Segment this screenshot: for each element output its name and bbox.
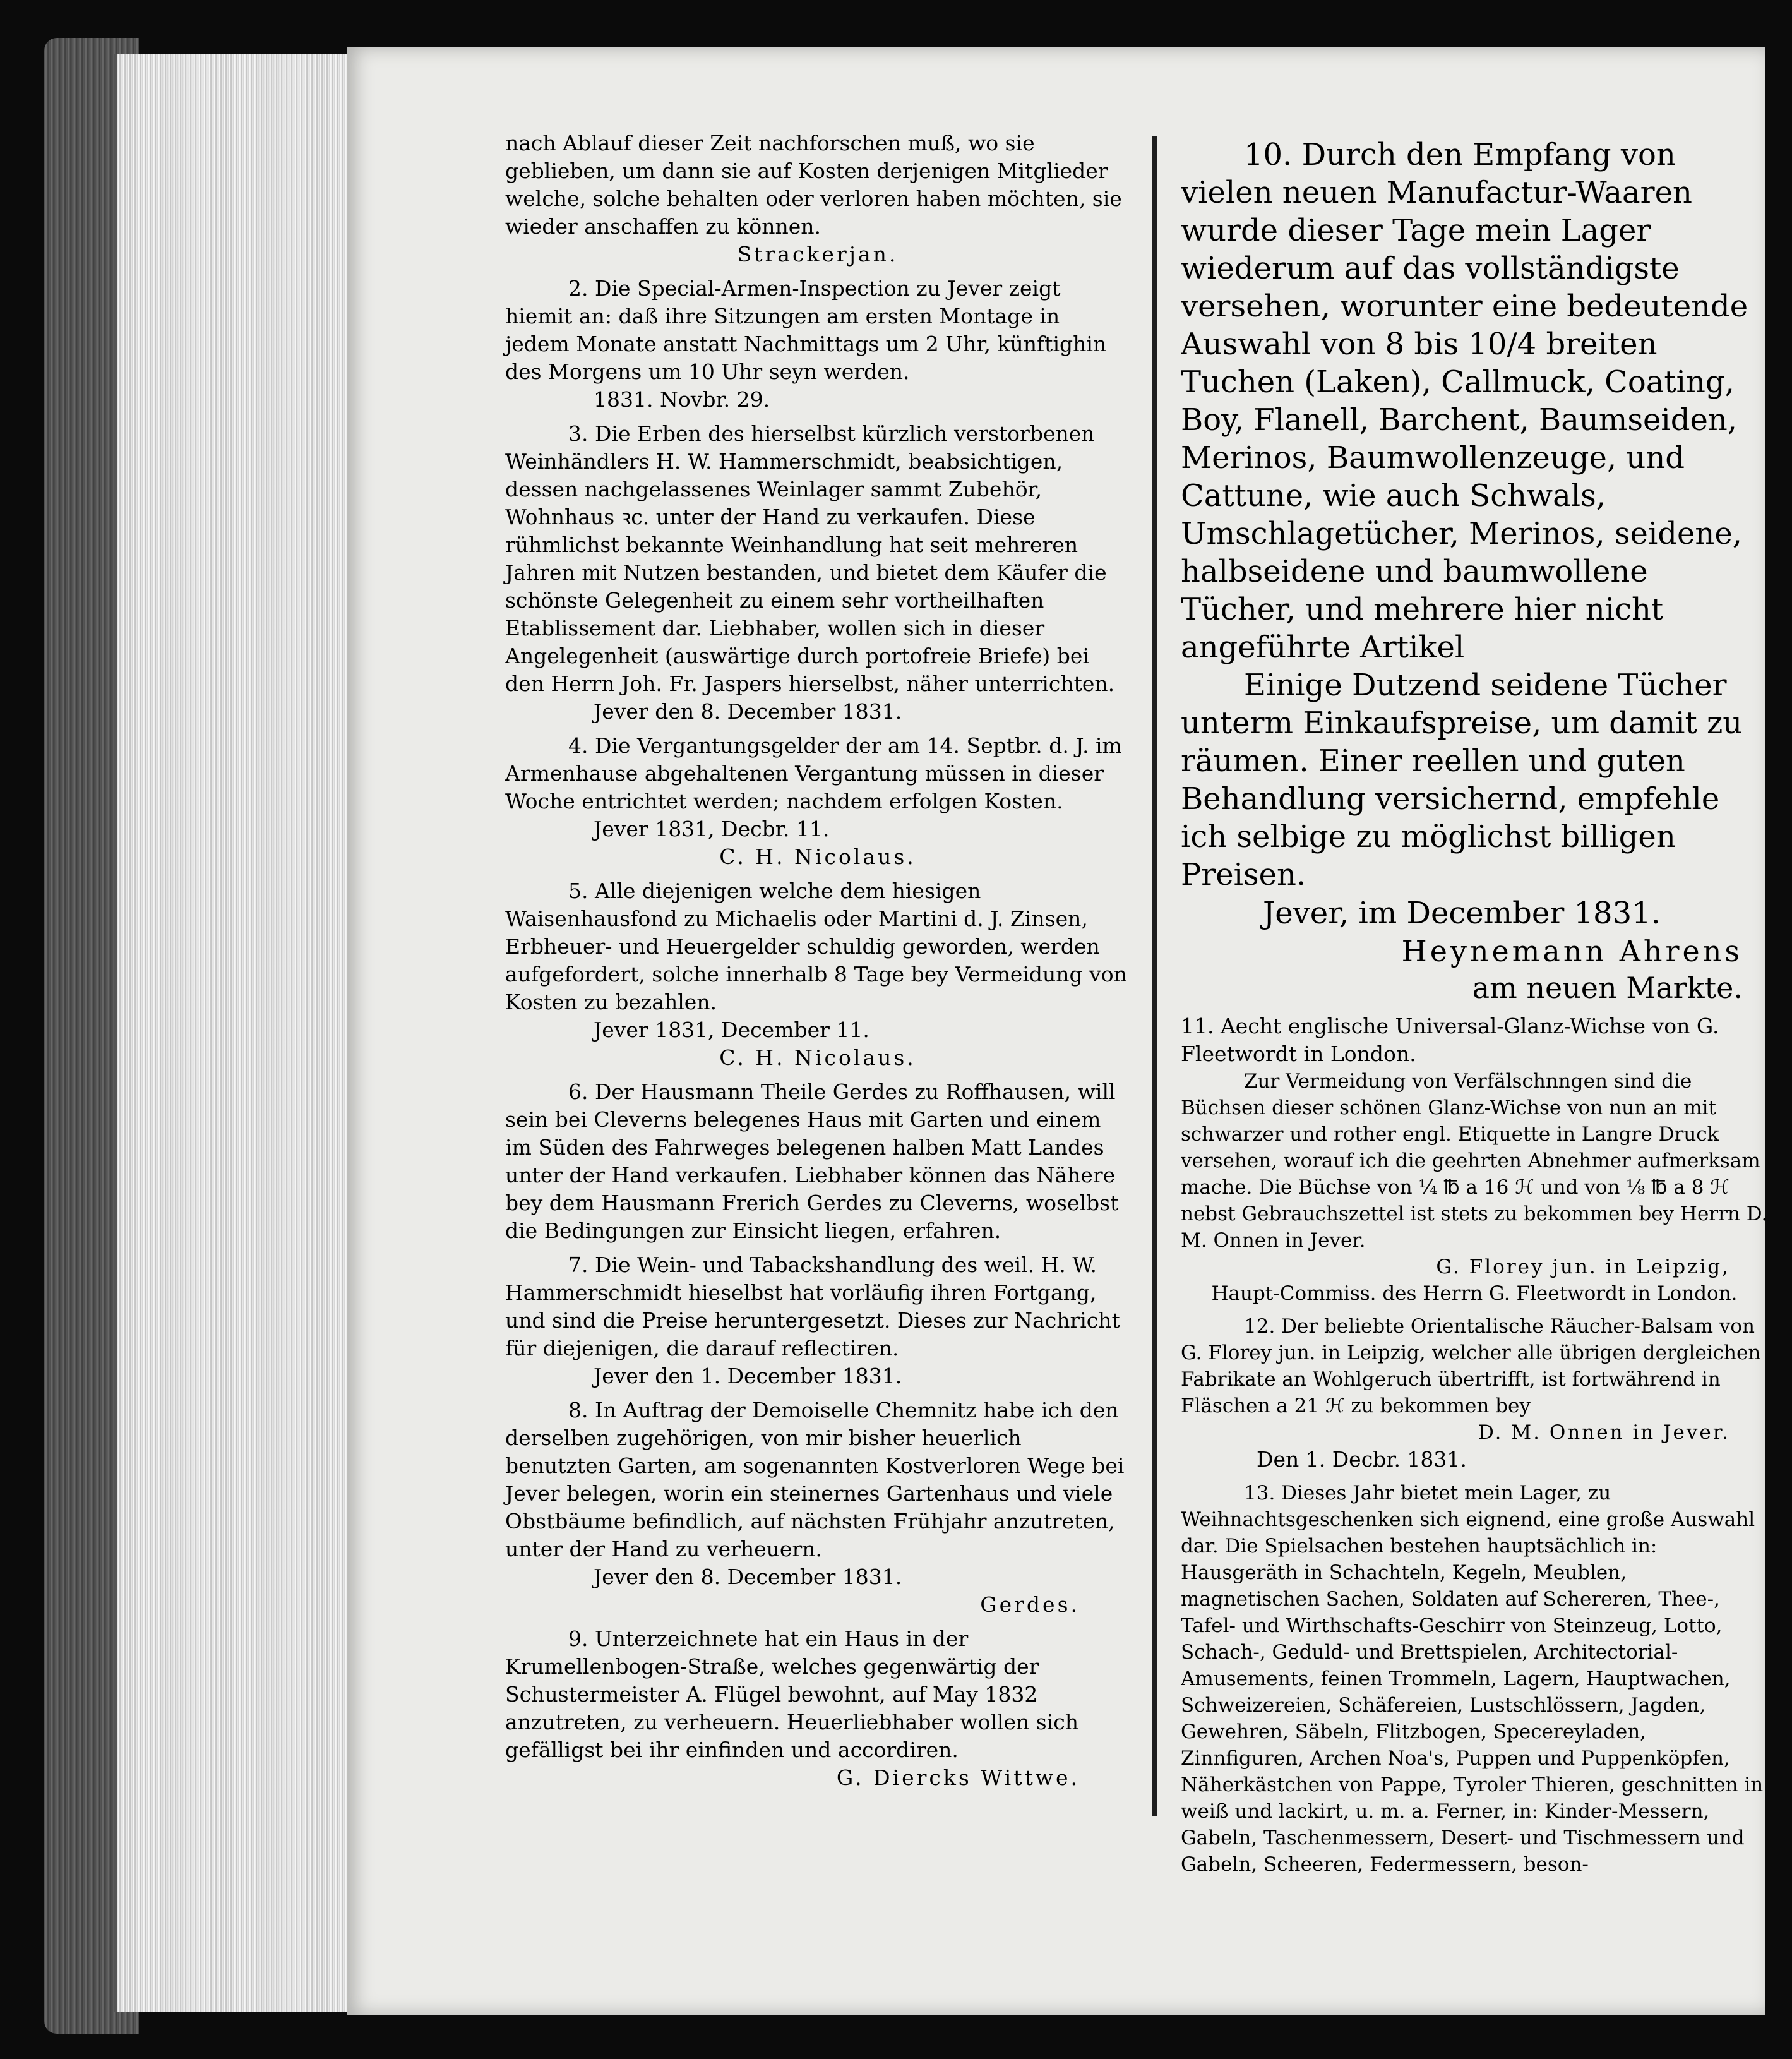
- entry-9-text: 9. Unterzeichnete hat ein Haus in der Krumellenbogen-Straße, welches gegenwärtig der Schustermeister A. Flügel bewohnt, auf May 1832 anzutreten, zu verheuern. Heuerliebhaber wollen sich gefälligst bei ihr einfinden und accordiren.: [505, 1626, 1078, 1762]
- entry-1: [505, 129, 1130, 268]
- entry-10-signature: Heynemann Ahrens: [1401, 934, 1743, 968]
- entry-2-date: 1831. Novbr. 29.: [594, 387, 770, 412]
- entry-5-date: Jever 1831, December 11.: [594, 1017, 869, 1042]
- entry-4: [505, 732, 1130, 871]
- entry-8: [505, 1396, 1130, 1619]
- entry-9: [505, 1625, 1130, 1792]
- entry-11: [1181, 1012, 1768, 1307]
- entry-7: [505, 1251, 1130, 1390]
- entry-10-text: 10. Durch den Empfang von vielen neuen Manufactur-Waaren wurde dieser Tage mein Lager wiederum auf das vollständigste versehen, worunter eine bedeutende Auswahl von 8 bis 10/4 breiten Tuchen (Laken), Callmuck, Coating, Boy, Flanell, Barchent, Baumseiden, Merinos, Baumwollenzeuge, und Cattune, wie auch Schwals, Umschlagetücher, Merinos, seidene, halbseidene und baumwollene Tücher, und mehrere hier nicht angeführte Artikel: [1181, 137, 1748, 665]
- entry-5-text: 5. Alle diejenigen welche dem hiesigen Waisenhausfond zu Michaelis oder Martini d. J. Zinsen, Erbheuer- und Heuergelder schuldig geworden, werden aufgefordert, solche innerhalb 8 Tage bey Vermeidung von Kosten zu bezahlen.: [505, 879, 1127, 1014]
- entry-13-text: 13. Dieses Jahr bietet mein Lager, zu Weihnachtsgeschenken sich eignend, eine große Auswahl dar. Die Spielsachen bestehen hauptsächlich in: Hausgeräth in Schachteln, Kegeln, Meublen, magnetischen Sachen, Soldaten auf Schereren, Thee-, Tafel- und Wirthschafts-Geschirr von Steinzeug, Lotto, Schach-, Geduld- und Brettspielen, Architectorial-Amusements, feinen Trommeln, Lagern, Hauptwachen, Schweizereien, Schäfereien, Lustschlössern, Jagden, Gewehren, Säbeln, Flitzbogen, Specereyladen, Zinnfiguren, Archen Noa's, Puppen und Puppenköpfen, Näherkästchen von Pappe, Tyroler Thieren, geschnitten in weiß und lackirt, u. m. a. Ferner, in: Kinder-Messern, Gabeln, Taschenmessern, Desert- und Tischmessern und Gabeln, Scheeren, Federmessern, beson-: [1181, 1482, 1764, 1876]
- entry-11-title: 11. Aecht englische Universal-Glanz-Wichse von G. Fleetwordt in London.: [1181, 1014, 1719, 1066]
- entry-4-signature: C. H. Nicolaus.: [719, 844, 916, 869]
- entry-3: [505, 420, 1130, 726]
- entry-12-text: 12. Der beliebte Orientalische Räucher-Balsam von G. Florey jun. in Leipzig, welcher alle übrigen dergleichen Fabrikate an Wohlgeruch übertrifft, ist fortwährend in Fläschen a 21 ℋ zu bekommen bey: [1181, 1315, 1761, 1417]
- page-edges: [114, 54, 351, 2012]
- entry-8-signature: Gerdes.: [980, 1592, 1080, 1617]
- entry-5-signature: C. H. Nicolaus.: [719, 1045, 916, 1070]
- entry-5: [505, 877, 1130, 1072]
- entry-8-date: Jever den 8. December 1831.: [594, 1564, 902, 1589]
- entry-10-text-2: Einige Dutzend seidene Tücher unterm Einkaufspreise, um damit zu räumen. Einer reellen und guten Behandlung versichernd, empfehle ich selbige zu möglichst billigen Preisen.: [1181, 668, 1743, 892]
- entry-11-signature-2: Haupt-Commiss. des Herrn G. Fleetwordt in London.: [1211, 1282, 1738, 1305]
- entry-4-date: Jever 1831, Decbr. 11.: [594, 817, 830, 841]
- entry-12-signature: D. M. Onnen in Jever.: [1478, 1421, 1730, 1444]
- right-column: [1181, 136, 1768, 1884]
- entry-10: [1181, 136, 1768, 1006]
- left-column: [505, 129, 1130, 1798]
- entry-9-signature: G. Diercks Wittwe.: [836, 1765, 1080, 1790]
- entry-7-text: 7. Die Wein- und Tabackshandlung des weil. H. W. Hammerschmidt hieselbst hat vorläufig ihren Fortgang, und sind die Preise heruntergesetzt. Dieses zur Nachricht für diejenigen, die darauf reflectiren.: [505, 1252, 1120, 1360]
- entry-3-text: 3. Die Erben des hierselbst kürzlich verstorbenen Weinhändlers H. W. Hammerschmidt, beabsichtigen, dessen nachgelassenes Weinlager sammt Zubehör, Wohnhaus ꝛc. unter der Hand zu verkaufen. Diese rühmlichst bekannte Weinhandlung hat seit mehreren Jahren mit Nutzen bestanden, und bietet dem Käufer die schönste Gelegenheit zu einem sehr vortheilhaften Etablissement dar. Liebhaber, wollen sich in dieser Angelegenheit (auswärtige durch portofreie Briefe) bei den Herrn Joh. Fr. Jaspers hierselbst, näher unterrichten.: [505, 421, 1115, 696]
- entry-2: [505, 275, 1130, 414]
- entry-12-date: Den 1. Decbr. 1831.: [1257, 1447, 1467, 1472]
- entry-13: [1181, 1480, 1768, 1878]
- entry-11-text: Zur Vermeidung von Verfälschnngen sind die Büchsen dieser schönen Glanz-Wichse von nun an mit schwarzer und rother engl. Etiquette in Langre Druck versehen, worauf ich die geehrten Abnehmer aufmerksam mache. Die Büchse von ¼ ℔ a 16 ℋ und von ⅛ ℔ a 8 ℋ nebst Gebrauchszettel ist stets zu bekommen bey Herrn D. M. Onnen in Jever.: [1181, 1070, 1768, 1252]
- entry-12: [1181, 1313, 1768, 1474]
- entry-1-text: nach Ablauf dieser Zeit nachforschen muß, wo sie geblieben, um dann sie auf Kosten derjenigen Mitglieder welche, solche behalten oder verloren haben möchten, sie wieder anschaffen zu können.: [505, 131, 1122, 239]
- entry-8-text: 8. In Auftrag der Demoiselle Chemnitz habe ich den derselben zugehörigen, von mir bisher heuerlich benutzten Garten, am sogenannten Kostverloren Wege bei Jever belegen, worin ein steinernes Gartenhaus und viele Obstbäume befindlich, auf nächsten Frühjahr anzutreten, unter der Hand zu verheuern.: [505, 1398, 1125, 1561]
- entry-2-text: 2. Die Special-Armen-Inspection zu Jever zeigt hiemit an: daß ihre Sitzungen am ersten Montage in jedem Monate anstatt Nachmittags um 2 Uhr, künftighin des Morgens um 10 Uhr seyn werden.: [505, 276, 1107, 384]
- entry-6-text: 6. Der Hausmann Theile Gerdes zu Roffhausen, will sein bei Clevernѕ belegenes Haus mit Garten und einem im Süden des Fahrweges belegenen halben Matt Landes unter der Hand verkaufen. Liebhaber können das Nähere bey dem Hausmann Frerich Gerdes zu Cleverns, woselbst die Bedingungen zur Einsicht liegen, erfahren.: [505, 1079, 1119, 1243]
- entry-3-date: Jever den 8. December 1831.: [594, 699, 902, 724]
- entry-10-date: Jever, im December 1831.: [1263, 896, 1661, 931]
- entry-10-signature-2: am neuen Markte.: [1472, 971, 1743, 1005]
- entry-7-date: Jever den 1. December 1831.: [594, 1364, 902, 1388]
- entry-4-text: 4. Die Vergantungsgelder der am 14. Septbr. d. J. im Armenhause abgehaltenen Vergantung müssen in dieser Woche entrichtet werden; nachdem erfolgen Kosten.: [505, 733, 1122, 813]
- entry-1-signature: Strackerjan.: [737, 242, 899, 267]
- entry-6: [505, 1078, 1130, 1245]
- column-divider: [1152, 136, 1157, 1816]
- entry-11-signature: G. Florey jun. in Leipzig,: [1436, 1256, 1730, 1278]
